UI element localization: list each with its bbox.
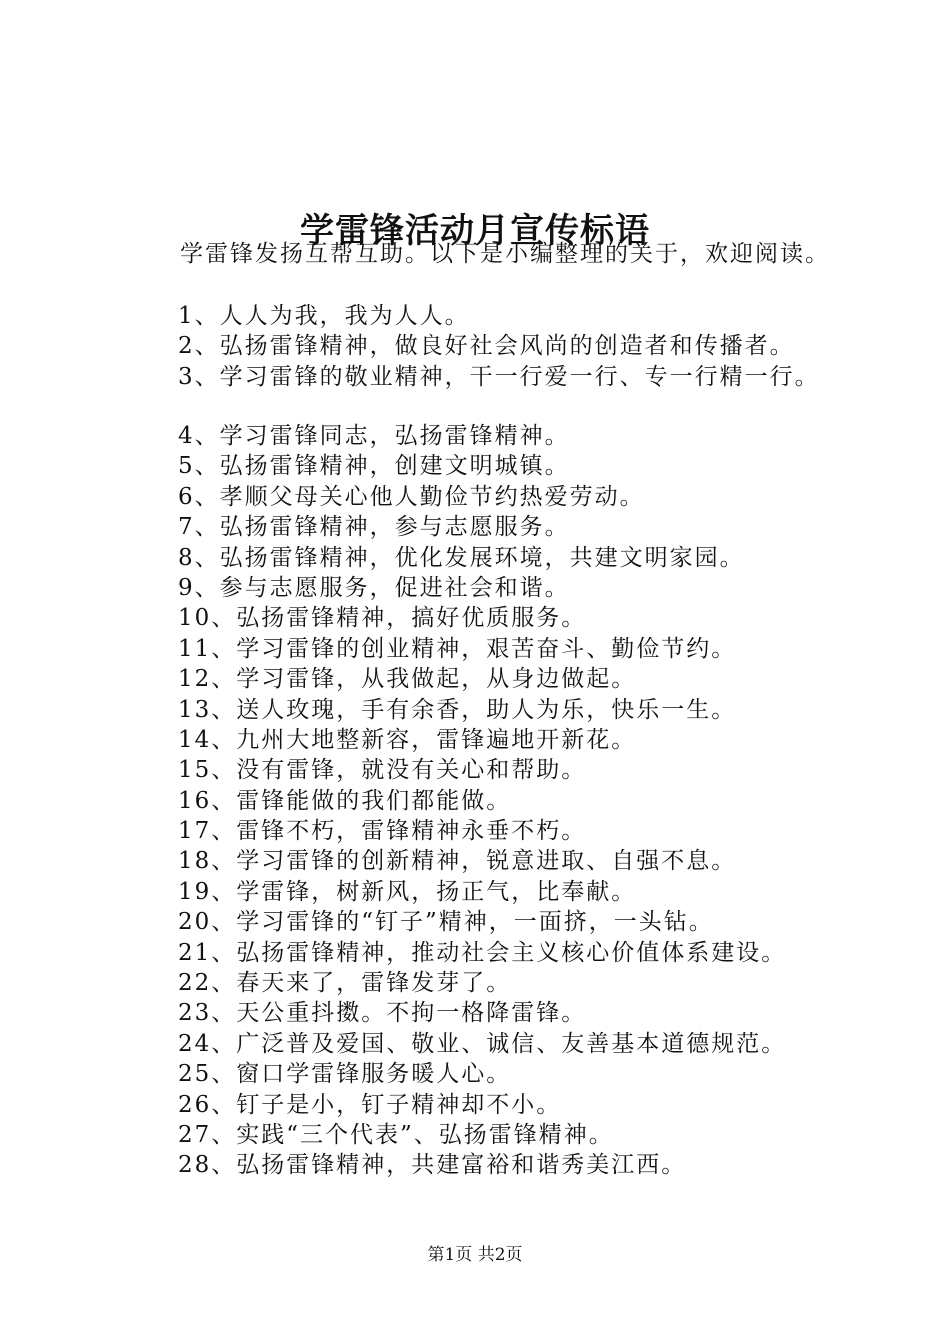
list-item: 16、雷锋能做的我们都能做。 — [178, 787, 512, 814]
list-item: 28、弘扬雷锋精神，共建富裕和谐秀美江西。 — [178, 1152, 687, 1179]
list-item: 1、人人为我，我为人人。 — [178, 303, 470, 329]
list-item: 22、春天来了，雷锋发芽了。 — [178, 970, 512, 997]
list-item: 4、学习雷锋同志，弘扬雷锋精神。 — [178, 423, 570, 449]
list-item: 12、学习雷锋，从我做起，从身边做起。 — [178, 666, 637, 693]
list-item: 17、雷锋不朽，雷锋精神永垂不朽。 — [178, 818, 587, 845]
list-item: 14、九州大地整新容，雷锋遍地开新花。 — [178, 726, 637, 753]
list-item: 3、学习雷锋的敬业精神，干一行爱一行、专一行精一行。 — [178, 363, 820, 390]
page-title: 学雷锋活动月宣传标语 — [300, 210, 650, 251]
list-item: 21、弘扬雷锋精神，推动社会主义核心价值体系建设。 — [178, 939, 787, 966]
list-item: 2、弘扬雷锋精神，做良好社会风尚的创造者和传播者。 — [178, 333, 795, 360]
slogan-list-part2 — [178, 421, 918, 1181]
list-item: 6、孝顺父母关心他人勤俭节约热爱劳动。 — [178, 483, 645, 510]
list-item: 23、天公重抖擞。不拘一格降雷锋。 — [178, 1000, 587, 1027]
list-item: 26、钉子是小，钉子精神却不小。 — [178, 1091, 562, 1118]
list-item: 15、没有雷锋，就没有关心和帮助。 — [178, 757, 587, 784]
slogan-list-part1 — [178, 301, 918, 392]
list-item: 9、参与志愿服务，促进社会和谐。 — [178, 574, 570, 601]
list-item: 27、实践“三个代表”、弘扬雷锋精神。 — [178, 1121, 614, 1148]
list-item: 13、送人玫瑰，手有余香，助人为乐，快乐一生。 — [178, 696, 737, 723]
list-item: 7、弘扬雷锋精神，参与志愿服务。 — [178, 514, 570, 541]
list-item: 5、弘扬雷锋精神，创建文明城镇。 — [178, 453, 570, 480]
page-footer: 第1页 共2页 — [427, 1245, 523, 1265]
list-item: 11、学习雷锋的创业精神，艰苦奋斗、勤俭节约。 — [178, 635, 737, 662]
list-item: 20、学习雷锋的“钉子”精神，一面挤，一头钻。 — [178, 909, 714, 936]
list-item: 18、学习雷锋的创新精神，锐意进取、自强不息。 — [178, 848, 737, 875]
list-item: 8、弘扬雷锋精神，优化发展环境，共建文明家园。 — [178, 544, 745, 571]
list-item: 19、学雷锋，树新风，扬正气，比奉献。 — [178, 878, 637, 905]
list-item: 24、广泛普及爱国、敬业、诚信、友善基本道德规范。 — [178, 1030, 787, 1057]
list-item: 10、弘扬雷锋精神，搞好优质服务。 — [178, 605, 587, 632]
list-item: 25、窗口学雷锋服务暖人心。 — [178, 1061, 512, 1088]
intro-paragraph: 学雷锋发扬互帮互助。以下是小编整理的关于，欢迎阅读。 — [180, 241, 830, 267]
